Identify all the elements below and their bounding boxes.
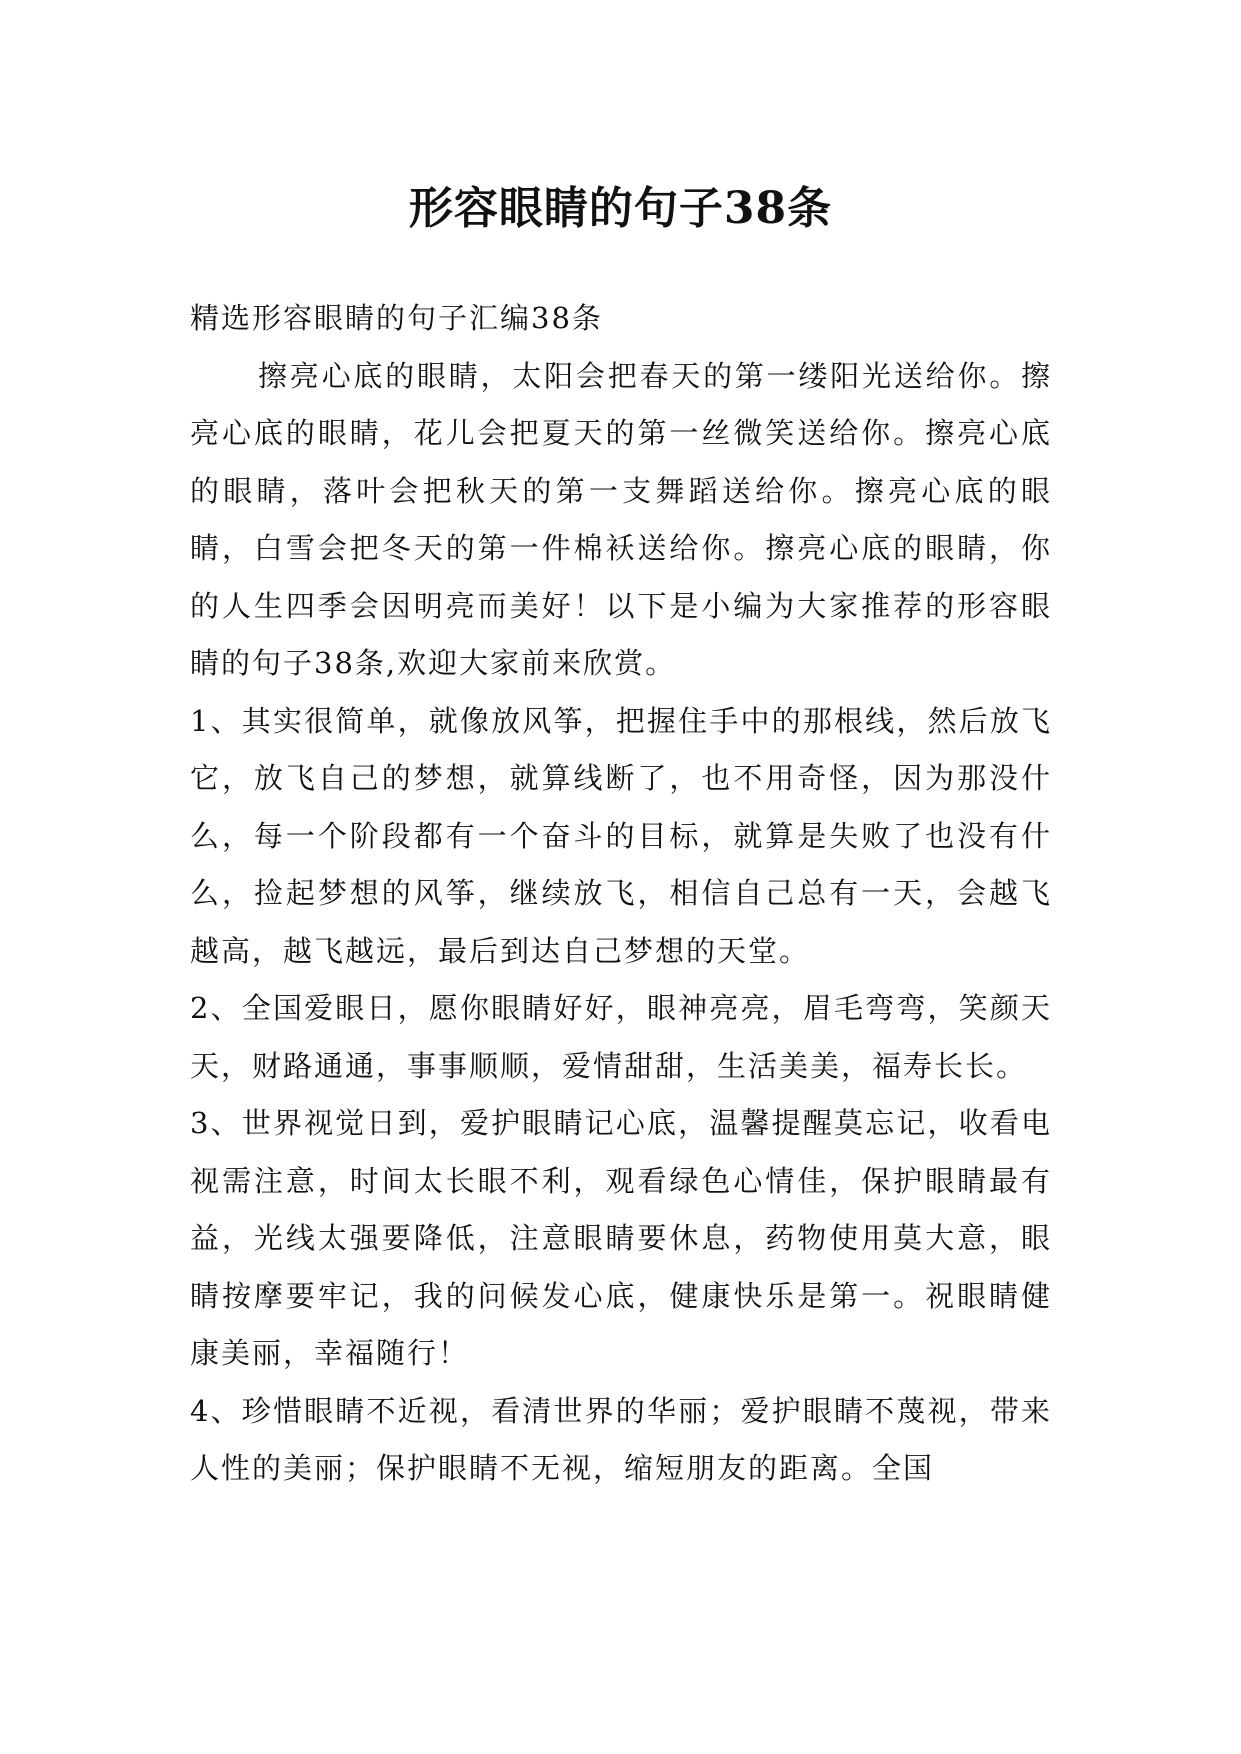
document-subtitle: 精选形容眼睛的句子汇编38条 (190, 301, 603, 335)
document-title: 形容眼睛的句子38条 (408, 183, 833, 235)
list-item: 2、全国爱眼日，愿你眼睛好好，眼神亮亮，眉毛弯弯，笑颜天天，财路通通，事事顺顺，爱情甜甜，生活美美，福寿长长。 (190, 991, 1052, 1083)
list-item: 3、世界视觉日到，爱护眼睛记心底，温馨提醒莫忘记，收看电视需注意，时间太长眼不利，观看绿色心情佳，保护眼睛最有益，光线太强要降低，注意眼睛要休息，药物使用莫大意，眼睛按摩要牢记，我的问候发心底，健康快乐是第一。祝眼睛健康美丽，幸福随行！ (190, 1106, 1052, 1370)
list-item: 4、珍惜眼睛不近视，看清世界的华丽；爱护眼睛不蔑视，带来人性的美丽；保护眼睛不无视，缩短朋友的距离。全国 (190, 1393, 1052, 1485)
intro-paragraph: 擦亮心底的眼睛，太阳会把春天的第一缕阳光送给你。擦亮心底的眼睛，花儿会把夏天的第一丝微笑送给你。擦亮心底的眼睛，落叶会把秋天的第一支舞蹈送给你。擦亮心底的眼睛，白雪会把冬天的第一件棉袄送给你。擦亮心底的眼睛，你的人生四季会因明亮而美好！以下是小编为大家推荐的形容眼睛的句子38条,欢迎大家前来欣赏。 (190, 358, 1052, 680)
document-body (190, 290, 1052, 1498)
list-item: 1、其实很简单，就像放风筝，把握住手中的那根线，然后放飞它，放飞自己的梦想，就算线断了，也不用奇怪，因为那没什么，每一个阶段都有一个奋斗的目标，就算是失败了也没有什么，捡起梦想的风筝，继续放飞，相信自己总有一天，会越飞越高，越飞越远，最后到达自己梦想的天堂。 (190, 703, 1052, 968)
